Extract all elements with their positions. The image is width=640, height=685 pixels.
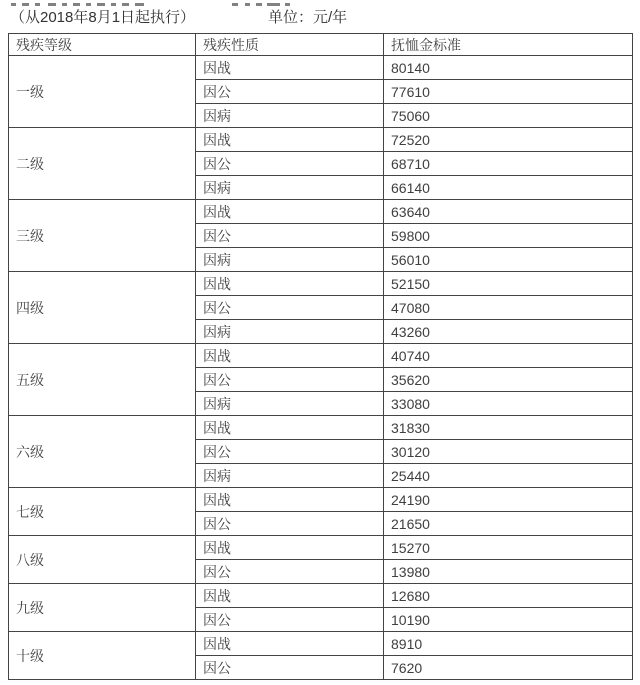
level-cell: 一级 (9, 56, 196, 128)
amount-cell: 8910 (384, 632, 633, 656)
nature-cell: 因战 (196, 536, 384, 560)
nature-cell: 因战 (196, 632, 384, 656)
amount-cell: 56010 (384, 248, 633, 272)
nature-cell: 因病 (196, 320, 384, 344)
amount-cell: 30120 (384, 440, 633, 464)
level-cell: 四级 (9, 272, 196, 344)
amount-cell: 21650 (384, 512, 633, 536)
nature-cell: 因战 (196, 128, 384, 152)
table-row (9, 488, 633, 512)
nature-cell: 因战 (196, 56, 384, 80)
nature-cell: 因战 (196, 344, 384, 368)
nature-cell: 因战 (196, 416, 384, 440)
amount-cell: 25440 (384, 464, 633, 488)
level-cell: 六级 (9, 416, 196, 488)
amount-cell: 75060 (384, 104, 633, 128)
amount-cell: 80140 (384, 56, 633, 80)
level-cell: 七级 (9, 488, 196, 536)
nature-cell: 因公 (196, 560, 384, 584)
level-cell: 五级 (9, 344, 196, 416)
amount-cell: 24190 (384, 488, 633, 512)
amount-cell: 43260 (384, 320, 633, 344)
nature-cell: 因战 (196, 488, 384, 512)
pension-standards-table (8, 33, 633, 680)
effective-date-caption: （从2018年8月1日起执行） (10, 9, 196, 26)
amount-cell: 33080 (384, 392, 633, 416)
table-row (9, 200, 633, 224)
amount-cell: 59800 (384, 224, 633, 248)
nature-cell: 因公 (196, 512, 384, 536)
table-row (9, 584, 633, 608)
level-cell: 八级 (9, 536, 196, 584)
amount-cell: 31830 (384, 416, 633, 440)
nature-cell: 因公 (196, 296, 384, 320)
amount-cell: 63640 (384, 200, 633, 224)
level-cell: 九级 (9, 584, 196, 632)
nature-cell: 因公 (196, 224, 384, 248)
amount-cell: 35620 (384, 368, 633, 392)
cropped-text-remnant (0, 2, 640, 6)
nature-cell: 因病 (196, 176, 384, 200)
level-cell: 三级 (9, 200, 196, 272)
amount-cell: 15270 (384, 536, 633, 560)
nature-cell: 因病 (196, 248, 384, 272)
unit-label: 单位：元/年 (268, 9, 348, 26)
level-cell: 十级 (9, 632, 196, 680)
nature-cell: 因公 (196, 152, 384, 176)
table-row (9, 632, 633, 656)
amount-cell: 40740 (384, 344, 633, 368)
amount-cell: 68710 (384, 152, 633, 176)
table-header-row (9, 34, 633, 56)
amount-cell: 52150 (384, 272, 633, 296)
table-row (9, 272, 633, 296)
header-disability-nature: 残疾性质 (196, 34, 384, 56)
header-disability-level: 残疾等级 (9, 34, 196, 56)
amount-cell: 7620 (384, 656, 633, 680)
nature-cell: 因病 (196, 104, 384, 128)
nature-cell: 因战 (196, 200, 384, 224)
table-row (9, 128, 633, 152)
nature-cell: 因公 (196, 368, 384, 392)
amount-cell: 77610 (384, 80, 633, 104)
nature-cell: 因病 (196, 464, 384, 488)
amount-cell: 47080 (384, 296, 633, 320)
amount-cell: 66140 (384, 176, 633, 200)
table-row (9, 416, 633, 440)
nature-cell: 因公 (196, 608, 384, 632)
nature-cell: 因公 (196, 80, 384, 104)
nature-cell: 因公 (196, 440, 384, 464)
nature-cell: 因病 (196, 392, 384, 416)
table-row (9, 56, 633, 80)
table-row (9, 344, 633, 368)
amount-cell: 10190 (384, 608, 633, 632)
amount-cell: 12680 (384, 584, 633, 608)
header-pension-standard: 抚恤金标准 (384, 34, 633, 56)
table-row (9, 536, 633, 560)
level-cell: 二级 (9, 128, 196, 200)
nature-cell: 因战 (196, 272, 384, 296)
nature-cell: 因战 (196, 584, 384, 608)
amount-cell: 13980 (384, 560, 633, 584)
nature-cell: 因公 (196, 656, 384, 680)
amount-cell: 72520 (384, 128, 633, 152)
